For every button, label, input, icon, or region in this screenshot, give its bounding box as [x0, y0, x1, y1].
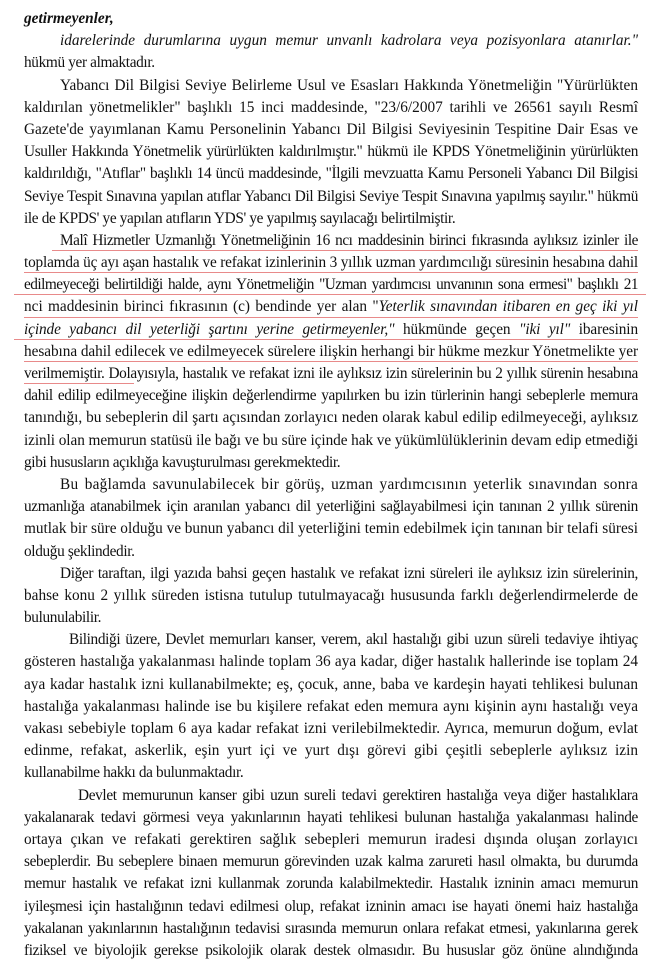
red-underline: [14, 294, 646, 295]
text-line: kullanabilme hakkı da bulunmaktadır.: [24, 764, 244, 782]
text-line: Seviye Tespit Sınavına yapılan atıflar Yabancı Dil Bilgisi Seviye Tespit Sınavına yapılmış sayılır." hükmü: [24, 187, 638, 205]
red-underline: [52, 250, 638, 251]
text-line: memur hastalık ve refakat izni kullanmak zorunda kalabilmektedir. Hastalık izninin amacı memurun: [24, 875, 638, 893]
text-line: dahil edilip edilmeyeceğine ilişkin değerlendirme yapılırken bu izin türlerinin hangi sebeplerle memura: [24, 387, 638, 405]
text-line: hastalığa yakalanması halinde ise bu kişilere refakat eden memura aynı kişinin aynı hastalığı veya: [24, 697, 638, 715]
text-line-underlined: [24, 230, 638, 252]
red-underline: [24, 317, 638, 318]
text-line: edinme, refakat, askerlik, eşin yurt içi ve yurt dışı görevi gibi çeşitli sebeplerle aylıksız izin: [24, 742, 638, 760]
text-line: Devlet memurunun kanser gibi uzun sureli tedavi gerektiren hastalığa veya diğer hastalıklara: [78, 786, 638, 804]
text-line: yakalanarak tedavi görmesi veya yakınlarının hayati tehlikesi bulunan hastalığa yakalanması halinde: [24, 808, 638, 826]
text-line-underlined: [24, 252, 638, 274]
line-text: hesabına dahil edilecek ve edilmeyecek sürelere ilişkin herhangi bir hükme mezkur Yönetmelikte yer: [24, 342, 638, 360]
text-line: gibi hususların açıklığa kavuşturulması gerekmektedir.: [24, 453, 341, 471]
red-underline: [24, 272, 638, 273]
red-underline: [24, 383, 134, 384]
quoted-italic-text: içinde yabancı dil yeterliği şartını yerine getirmeyenler,": [24, 320, 395, 338]
text-line: Bu bağlamda savunulabilecek bir görüş, uzman yardımcısının yeterlik sınavından sonra: [60, 475, 638, 493]
text-line: mutlak bir süre olduğu ve bunun yabancı dil yeterliğini temin edebilmek için tanınan bir telafi süresi: [24, 520, 638, 538]
text-line: Usuller Hakkında Yönetmelik yürürlükten kaldırılmıştır." hükmü ile KPDS Yönetmeliğinin yürürlükten: [24, 143, 638, 161]
line-text: edilmeyeceği belirtildiği halde, aynı Yönetmeliğin "Uzman yardımcısı unvanının sona ermesi" başlıklı 21: [24, 276, 638, 294]
text-line: Yabancı Dil Bilgisi Seviye Belirleme Usul ve Esasları Hakkında Yönetmeliğin "Yürürlükten: [60, 76, 638, 94]
line-text: ibaresinin: [570, 320, 638, 338]
text-line: ile de KPDS' ye yapılan atıfların YDS' ye yapılmış sayılacağı belirtilmiştir.: [24, 209, 456, 227]
line-text: hükmünde geçen: [394, 320, 519, 338]
quoted-italic-text: Yeterlik sınavından itibaren en geç iki yıl: [378, 298, 638, 316]
text-line-underlined: [24, 363, 638, 385]
text-line: iyileşmesi için hastalığının tedavi edilmesi olup, refakat izninin amacı ise hayati önemi haiz hastalığa: [24, 897, 638, 915]
document-page: [24, 0, 638, 962]
line-text: Malî Hizmetler Uzmanlığı Yönetmeliğinin 16 ncı maddesinin birinci fıkrasında aylıksız izinler ile: [60, 231, 638, 249]
text-line: idarelerinde durumlarına uygun memur unvanlı kadrolara veya pozisyonlara atanırlar.": [60, 32, 638, 50]
text-line-underlined: [24, 274, 638, 296]
text-line: hükmü yer almaktadır.: [24, 54, 155, 72]
text-line: izinli olan memurun statüsü ile bağı ve bu süre içinde hak ve yükümlülüklerinin devam edip etmediği: [24, 431, 638, 449]
text-line: aya kadar hastalık izni kullanabilmekte; eş, çocuk, anne, baba ve kardeşin hayati tehlikesi bulunan: [24, 675, 638, 693]
text-line: bulunulabilir.: [24, 609, 102, 627]
text-line: Diğer taraftan, ilgi yazıda bahsi geçen hastalık ve refakat izni süreleri ile aylıksız izin sürelerinin,: [60, 564, 638, 582]
quoted-italic-text: "iki yıl": [519, 320, 571, 338]
text-line: Gazete'de yayımlanan Kamu Personelinin Yabancı Dil Bilgisi Seviyesinin Tespitine Dair Esas ve: [24, 120, 638, 138]
text-line: Bilindiği üzere, Devlet memurları kanser, verem, akıl hastalığı gibi uzun süreli tedaviye ihtiyaç: [69, 631, 638, 649]
text-line: kaldırıldığı, "Atıflar" başlıklı 14 üncü maddesinde, "İlgili mevzuatta Kamu Personeli Yabancı Dil Bilgisi: [24, 165, 638, 183]
text-line: getirmeyenler,: [24, 10, 114, 27]
text-line: vakası sebebiyle toplam 6 aya kadar refakat izni verilebilmektedir. Ayrıca, memurun doğum, evlat: [24, 720, 638, 737]
text-line: sebeplerdir. Bu sebeplere binaen memurun görevinden uzak kalma zarureti hasıl olmakta, bu durumda: [24, 853, 638, 871]
line-text: verilmemiştir. Dolayısıyla, hastalık ve refakat izni ile aylıksız izin sürelerinin bu 2 yıllık sürenin hesabına: [24, 365, 638, 382]
red-underline: [24, 361, 638, 362]
text-line-underlined: [24, 341, 638, 363]
text-line: uzmanlığa atanabilmek için aranılan yabancı dil yeterliğini sağlayabilmesi için tanınan 2 yıllık sürenin: [24, 498, 638, 516]
line-text: nci maddesinin birinci fıkrasının (c) bendinde yer alan ": [24, 298, 379, 316]
text-line: bahse konu 2 yıllık süreden istisna tutulup tutulmayacağı hususunda farklı değerlendirmelerde de: [24, 586, 638, 604]
red-underline: [14, 339, 638, 340]
text-line-underlined: [24, 319, 638, 341]
text-line: kaldırılan yönetmelikler" başlıklı 15 inci maddesinde, "23/6/2007 tarihli ve 26561 sayılı Resmî: [24, 98, 638, 116]
text-line: tanındığı, bu sebeplerin dil şartı açısından zorlayıcı neden olarak kabul edilip edilmeyeceği, aylıksız: [24, 409, 638, 427]
text-line: ortaya çıkan ve refakati gerektiren sağlık sebepleri memurun iradesi dışında oluşan zorlayıcı: [24, 830, 638, 848]
line-text: toplamda üç ayı aşan hastalık ve refakat izinlerinin 3 yıllık uzman yardımcılığı süresinin hesabına dahil: [24, 254, 638, 272]
text-line: fiziksel ve biyolojik gerekse psikolojik olarak destek olmasıdır. Bu hususlar göz önüne alındığında: [24, 941, 638, 959]
text-line: olduğu şeklindedir.: [24, 542, 135, 560]
text-line-underlined: [24, 296, 638, 318]
text-line: gösteren hastalığa yakalanması halinde toplam 36 aya kadar, diğer hastalık hallerinde ise toplam 24: [24, 653, 638, 671]
text-line: yakalanan yakınlarının hastalığının tedavisi sırasında memurun onlara refakat etmesi, yakınlarına gerek: [24, 919, 638, 937]
